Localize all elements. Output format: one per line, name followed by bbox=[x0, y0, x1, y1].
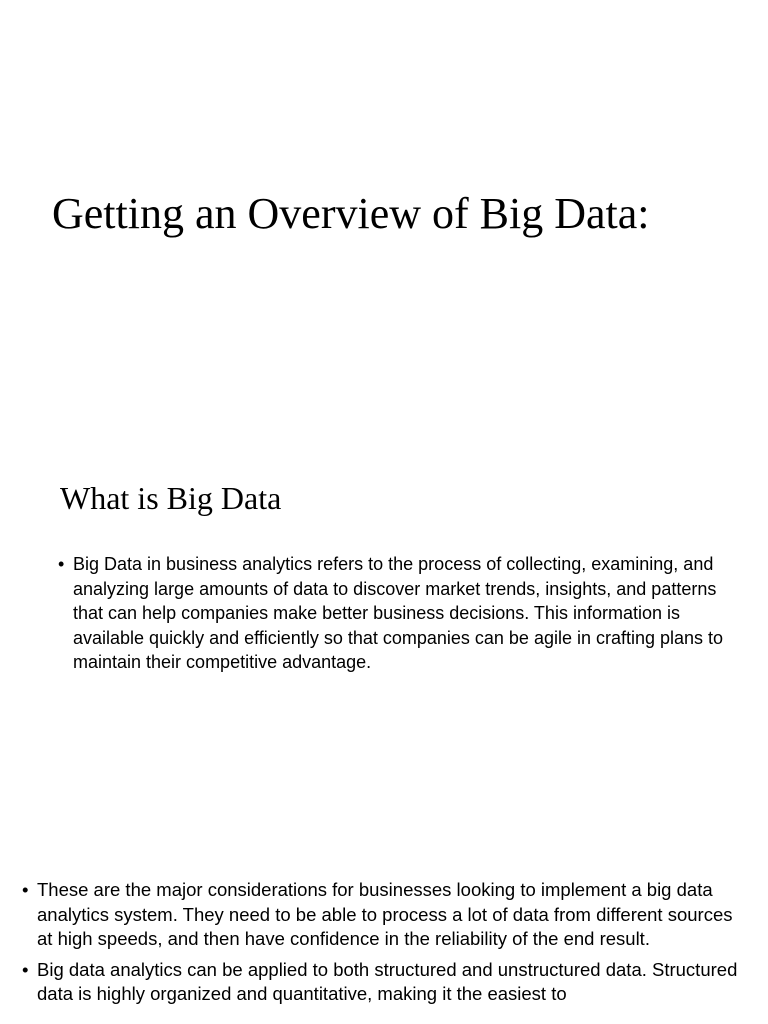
bullet-text: Big Data in business analytics refers to the process of collecting, examining, and analyzing large amounts of data to discover market trends, insights, and patterns that can help companies make better business decisions. This information is available quickly and efficiently so that companies can be agile in crafting plans to maintain their competitive advantage. bbox=[73, 554, 724, 672]
page-title: Getting an Overview of Big Data: bbox=[52, 189, 650, 238]
bullet-icon: • bbox=[22, 958, 29, 980]
bullet-text: Big data analytics can be applied to both structured and unstructured data. Structured data is highly organized and quantitative, making it the easiest to bbox=[37, 958, 738, 1004]
bullet-icon: • bbox=[58, 554, 65, 574]
list-item bbox=[22, 958, 749, 1007]
bullet-text: These are the major considerations for businesses looking to implement a big data analytics system. They need to be able to process a lot of data from different sources at high speeds, and then have confidence in the reliability of the end result. bbox=[37, 879, 733, 949]
list-item bbox=[58, 552, 725, 675]
lower-bullet-list bbox=[22, 878, 749, 1013]
bullet-icon: • bbox=[22, 879, 29, 900]
section-heading: What is Big Data bbox=[60, 480, 282, 516]
list-item bbox=[22, 878, 749, 952]
section-bullet-list bbox=[58, 552, 725, 675]
